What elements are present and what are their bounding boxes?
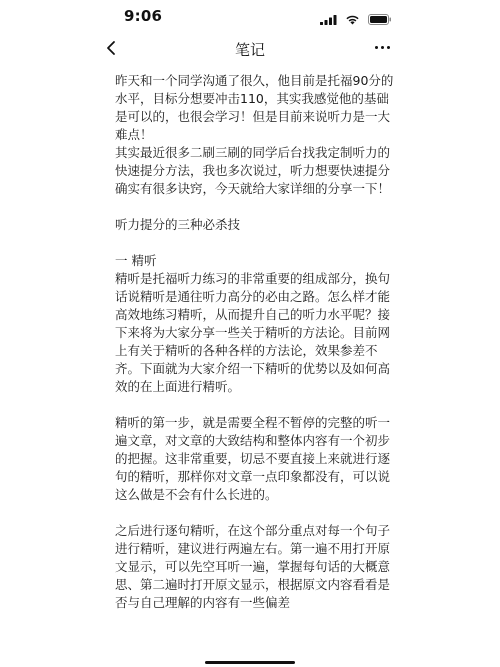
status-bar bbox=[0, 0, 500, 34]
subsection-heading: 一 精听 bbox=[115, 253, 157, 268]
page-title: 笔记 bbox=[234, 41, 265, 59]
signal-icon bbox=[320, 10, 337, 29]
home-indicator[interactable] bbox=[205, 661, 295, 664]
paragraph-body-2: 精听的第一步，就是需要全程不暂停的完整的听一遍文章，对文章的大致结构和整体内容有一个初步的把握。这非常重要，切忌不要直接上来就进行逐句的精听，那样你对文章一点印象都没有，可以说这么做是不会有什么长进的。 bbox=[115, 415, 391, 502]
note-content bbox=[115, 72, 395, 612]
paragraph-body-3: 之后进行逐句精听，在这个部分重点对每一个句子进行精听，建议进行两遍左右。第一遍不用打开原文显示，可以先空耳听一遍，掌握每句话的大概意思、第二遍时打开原文显示，根据原文内容看看是否与自己理解的内容有一些偏差 bbox=[115, 523, 391, 610]
battery-icon bbox=[368, 10, 392, 29]
paragraph-intro-1: 昨天和一个同学沟通了很久，他目前是托福90分的水平，目标分想要冲击110，其实我感觉他的基础是可以的，也很会学习！但是目前来说听力是一大难点！ bbox=[115, 73, 394, 142]
paragraph-body-1: 精听是托福听力练习的非常重要的组成部分，换句话说精听是通往听力高分的必由之路。怎么样才能高效地练习精听，从而提升自己的听力水平呢？接下来将为大家分享一些关于精听的方法论。目前网上有关于精听的各种各样的方法论，效果参差不齐。下面就为大家介绍一下精听的优势以及如何高效的在上面进行精听。 bbox=[115, 271, 391, 394]
nav-bar bbox=[0, 36, 500, 62]
paragraph-intro-2: 其实最近很多二刷三刷的同学后台找我定制听力的快速提分方法，我也多次说过，听力想要快速提分确实有很多诀窍，今天就给大家详细的分享一下！ bbox=[115, 145, 391, 196]
section-heading: 听力提分的三种必杀技 bbox=[115, 217, 241, 232]
status-icons bbox=[320, 10, 392, 29]
more-horizontal-icon[interactable] bbox=[375, 46, 390, 49]
bottom-bar bbox=[0, 650, 500, 667]
status-time: 9:06 bbox=[124, 7, 163, 25]
wifi-icon bbox=[345, 10, 360, 29]
